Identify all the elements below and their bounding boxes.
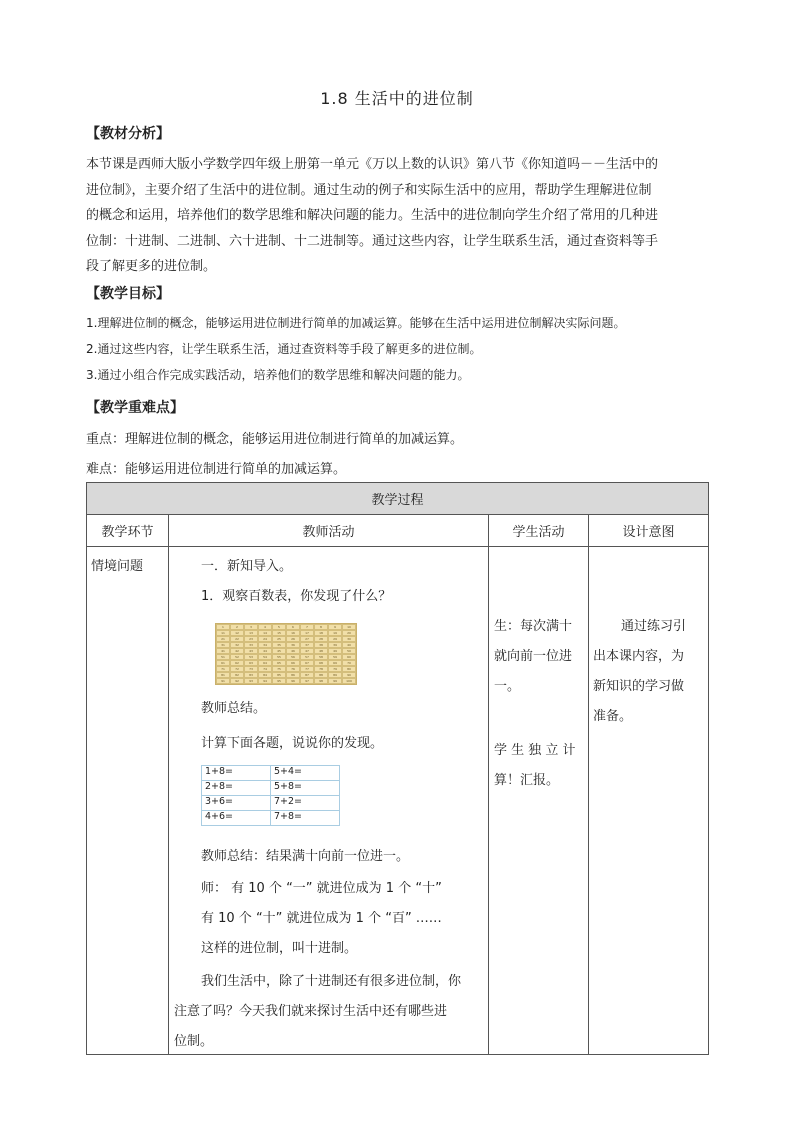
hundred-chart-cell: 42: [230, 648, 244, 654]
hundred-chart-cell: 49: [328, 648, 342, 654]
hundred-chart-cell: 8: [314, 624, 328, 630]
hundred-chart-cell: 84: [258, 672, 272, 678]
student-line: 生：每次满十: [494, 619, 573, 634]
teacher-line: 教师总结。: [201, 701, 267, 716]
hundred-chart-cell: 19: [328, 630, 342, 636]
hundred-chart-cell: 74: [258, 666, 272, 672]
hundred-chart-cell: 46: [286, 648, 300, 654]
hundred-chart-cell: 78: [314, 666, 328, 672]
column-header: 设计意图: [589, 515, 709, 547]
hundred-chart-cell: 43: [244, 648, 258, 654]
hundred-chart-cell: 29: [328, 636, 342, 642]
hundred-chart-cell: 11: [216, 630, 230, 636]
student-activity-cell: [489, 547, 589, 1055]
teacher-line: 我们生活中，除了十进制还有很多进位制，你: [201, 974, 462, 989]
hundred-chart-cell: 33: [244, 642, 258, 648]
analysis-line: 本节课是西师大版小学数学四年级上册第一单元《万以上数的认识》第八节《你知道吗－－生活中的: [86, 157, 659, 172]
hundred-chart-cell: 59: [328, 654, 342, 660]
hundred-chart-cell: 52: [230, 654, 244, 660]
hundred-chart-cell: 88: [314, 672, 328, 678]
hundred-chart-cell: 90: [342, 672, 356, 678]
student-line: 就向前一位进: [494, 649, 573, 664]
student-line: 算！汇报。: [494, 773, 560, 788]
hundred-chart-cell: 9: [328, 624, 342, 630]
hundred-chart-cell: 25: [272, 636, 286, 642]
hundred-chart-cell: 79: [328, 666, 342, 672]
column-header: 教学环节: [87, 515, 169, 547]
analysis-heading: 【教材分析】: [86, 126, 170, 142]
column-header: 学生活动: [489, 515, 589, 547]
hundred-chart-cell: 68: [314, 660, 328, 666]
teacher-line: 1．观察百数表，你发现了什么？: [201, 589, 392, 604]
goal-item: 1.理解进位制的概念，能够运用进位制进行简单的加减运算。能够在生活中运用进位制解决实际问题。: [86, 316, 626, 330]
hundred-chart-cell: 26: [286, 636, 300, 642]
calc-cell: 4+6=: [202, 811, 271, 826]
hundred-chart-cell: 15: [272, 630, 286, 636]
hundred-chart-cell: 71: [216, 666, 230, 672]
hundred-chart-cell: 5: [272, 624, 286, 630]
analysis-line: 位制：十进制、二进制、六十进制、十二进制等。通过这些内容，让学生联系生活，通过查资料等手: [86, 233, 659, 249]
hundred-chart-cell: 67: [300, 660, 314, 666]
hundred-chart-cell: 14: [258, 630, 272, 636]
hundred-chart-cell: 4: [258, 624, 272, 630]
hundred-chart-cell: 96: [286, 678, 300, 684]
hundred-chart-cell: 97: [300, 678, 314, 684]
hundred-chart-cell: 64: [258, 660, 272, 666]
hundred-chart-cell: 63: [244, 660, 258, 666]
hundred-chart-image: [215, 623, 357, 685]
design-line: 出本课内容，为: [593, 649, 685, 664]
design-line: 准备。: [593, 709, 633, 724]
hundred-chart-cell: 81: [216, 672, 230, 678]
hundred-chart-cell: 87: [300, 672, 314, 678]
hundred-chart-cell: 32: [230, 642, 244, 648]
analysis-line: 进位制》，主要介绍了生活中的进位制。通过生动的例子和实际生活中的应用，帮助学生理解进位制: [86, 182, 652, 198]
hundred-chart-cell: 31: [216, 642, 230, 648]
page-title: 1.8 生活中的进位制: [320, 89, 474, 108]
hundred-chart-cell: 69: [328, 660, 342, 666]
calc-cell: 5+4=: [271, 766, 340, 781]
teaching-process-table: [86, 482, 709, 1055]
hundred-chart-cell: 3: [244, 624, 258, 630]
hundred-chart-cell: 16: [286, 630, 300, 636]
teacher-line: 位制。: [174, 1034, 214, 1049]
hundred-chart-cell: 76: [286, 666, 300, 672]
hundred-chart-cell: 55: [272, 654, 286, 660]
hundred-chart-cell: 35: [272, 642, 286, 648]
design-line: 新知识的学习做: [593, 679, 685, 694]
hundred-chart-cell: 89: [328, 672, 342, 678]
hundred-chart-cell: 45: [272, 648, 286, 654]
hundred-chart-cell: 93: [244, 678, 258, 684]
hundred-chart-cell: 100: [342, 678, 356, 684]
hundred-chart-cell: 83: [244, 672, 258, 678]
hundred-chart-cell: 54: [258, 654, 272, 660]
hundred-chart-cell: 36: [286, 642, 300, 648]
hundred-chart-cell: 37: [300, 642, 314, 648]
hundred-chart-cell: 13: [244, 630, 258, 636]
hundred-chart-cell: 86: [286, 672, 300, 678]
calc-cell: 7+2=: [271, 796, 340, 811]
calculation-table: [201, 765, 340, 826]
calc-cell: 3+6=: [202, 796, 271, 811]
hundred-chart-cell: 20: [342, 630, 356, 636]
difficult-point: 难点：能够运用进位制进行简单的加减运算。: [86, 462, 347, 477]
hundred-chart-cell: 50: [342, 648, 356, 654]
column-header: 教师活动: [169, 515, 489, 547]
calc-cell: 7+8=: [271, 811, 340, 826]
analysis-line: 的概念和运用，培养他们的数学思维和解决问题的能力。生活中的进位制向学生介绍了常用的几种进: [86, 208, 659, 223]
hundred-chart-cell: 62: [230, 660, 244, 666]
key-heading: 【教学重难点】: [86, 400, 184, 416]
hundred-chart-cell: 61: [216, 660, 230, 666]
hundred-chart-cell: 24: [258, 636, 272, 642]
hundred-chart-cell: 7: [300, 624, 314, 630]
hundred-chart-cell: 34: [258, 642, 272, 648]
hundred-chart-cell: 91: [216, 678, 230, 684]
hundred-chart-cell: 82: [230, 672, 244, 678]
hundred-chart-cell: 12: [230, 630, 244, 636]
hundred-chart-cell: 66: [286, 660, 300, 666]
hundred-chart-cell: 28: [314, 636, 328, 642]
hundred-chart-cell: 47: [300, 648, 314, 654]
design-line: 通过练习引: [621, 619, 687, 634]
hundred-chart-cell: 70: [342, 660, 356, 666]
hundred-chart-cell: 58: [314, 654, 328, 660]
hundred-chart-cell: 98: [314, 678, 328, 684]
hundred-chart-cell: 23: [244, 636, 258, 642]
calc-cell: 5+8=: [271, 781, 340, 796]
hundred-chart-cell: 40: [342, 642, 356, 648]
teacher-line: 有 10 个 “十” 就进位成为 1 个 “百” ……: [201, 911, 442, 926]
hundred-chart-cell: 51: [216, 654, 230, 660]
analysis-line: 段了解更多的进位制。: [86, 259, 217, 274]
goal-item: 3.通过小组合作完成实践活动，培养他们的数学思维和解决问题的能力。: [86, 368, 470, 382]
hundred-chart-cell: 75: [272, 666, 286, 672]
student-line: 一。: [494, 679, 521, 694]
hundred-chart-cell: 30: [342, 636, 356, 642]
hundred-chart-cell: 17: [300, 630, 314, 636]
calc-cell: 1+8=: [202, 766, 271, 781]
student-line: 学 生 独 立 计: [494, 743, 576, 758]
hundred-chart-cell: 44: [258, 648, 272, 654]
hundred-chart-cell: 6: [286, 624, 300, 630]
hundred-chart-cell: 38: [314, 642, 328, 648]
hundred-chart-cell: 73: [244, 666, 258, 672]
hundred-chart-cell: 92: [230, 678, 244, 684]
teacher-line: 师： 有 10 个 “一” 就进位成为 1 个 “十”: [201, 881, 442, 896]
hundred-chart-cell: 72: [230, 666, 244, 672]
hundred-chart-cell: 21: [216, 636, 230, 642]
hundred-chart-cell: 56: [286, 654, 300, 660]
calc-cell: 2+8=: [202, 781, 271, 796]
hundred-chart-cell: 80: [342, 666, 356, 672]
hundred-chart-cell: 65: [272, 660, 286, 666]
stage-label: 情境问题: [91, 559, 144, 574]
hundred-chart-cell: 77: [300, 666, 314, 672]
key-point: 重点：理解进位制的概念，能够运用进位制进行简单的加减运算。: [86, 432, 464, 447]
teacher-line: 注意了吗？今天我们就来探讨生活中还有哪些进: [174, 1004, 448, 1019]
teacher-line: 一．新知导入。: [201, 559, 293, 574]
hundred-chart-cell: 10: [342, 624, 356, 630]
hundred-chart-cell: 48: [314, 648, 328, 654]
hundred-chart-cell: 41: [216, 648, 230, 654]
design-intent-cell: [589, 547, 709, 1055]
hundred-chart-cell: 2: [230, 624, 244, 630]
hundred-chart-cell: 39: [328, 642, 342, 648]
stage-cell: [87, 547, 169, 1055]
table-caption: 教学过程: [87, 483, 709, 515]
hundred-chart-cell: 60: [342, 654, 356, 660]
hundred-chart-cell: 95: [272, 678, 286, 684]
hundred-chart-cell: 85: [272, 672, 286, 678]
hundred-chart-cell: 99: [328, 678, 342, 684]
hundred-chart-cell: 53: [244, 654, 258, 660]
analysis-paragraph: [86, 152, 708, 280]
goal-item: 2.通过这些内容，让学生联系生活，通过查资料等手段了解更多的进位制。: [86, 342, 482, 356]
hundred-chart-cell: 1: [216, 624, 230, 630]
teacher-activity-cell: [169, 547, 489, 1055]
hundred-chart-cell: 22: [230, 636, 244, 642]
teacher-line: 计算下面各题，说说你的发现。: [201, 736, 384, 751]
hundred-chart-cell: 27: [300, 636, 314, 642]
hundred-chart-cell: 18: [314, 630, 328, 636]
hundred-chart-cell: 57: [300, 654, 314, 660]
goals-heading: 【教学目标】: [86, 286, 170, 302]
teacher-line: 这样的进位制，叫十进制。: [201, 941, 358, 956]
hundred-chart-cell: 94: [258, 678, 272, 684]
teacher-line: 教师总结：结果满十向前一位进一。: [201, 849, 410, 864]
